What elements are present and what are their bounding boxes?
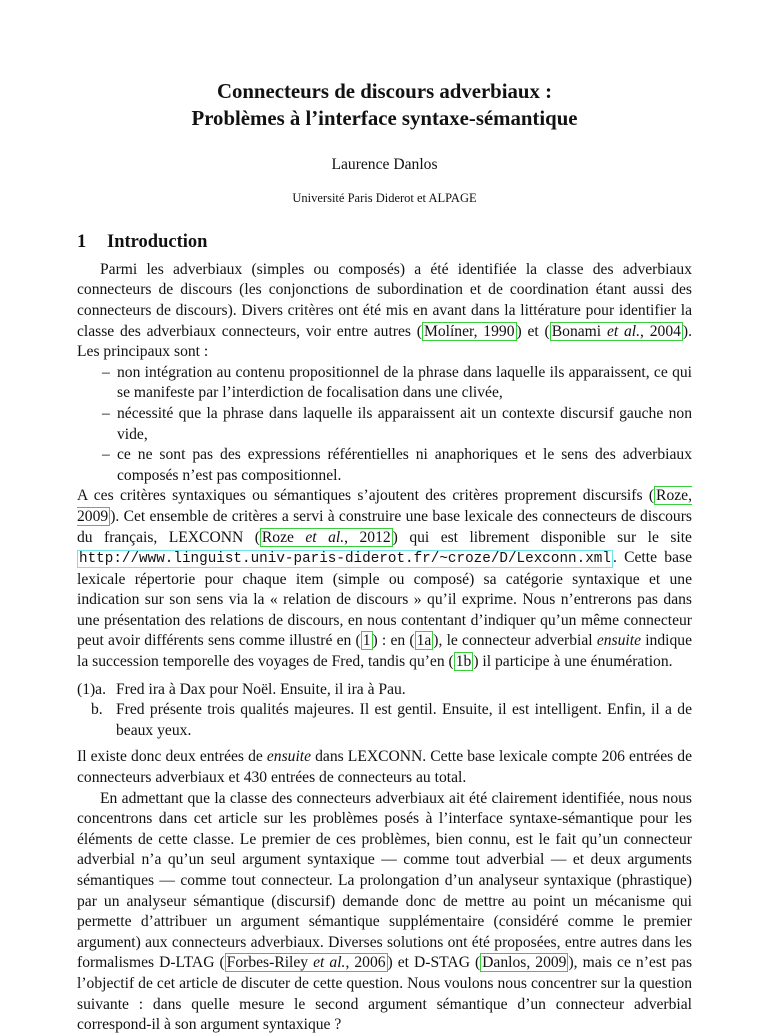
example-text: Fred ira à Dax pour Noël. Ensuite, il ira à Pau.: [116, 680, 406, 698]
citation-moliner[interactable]: Molíner, 1990: [423, 322, 515, 340]
example-label: b.: [91, 701, 103, 719]
list-item: – non intégration au contenu propositionnel de la phrase dans laquelle ils apparaissent, ce qui se manifeste par l’interdiction de focalisation dans une clivée,: [102, 363, 692, 404]
criteria-list: [77, 363, 692, 487]
paper-title: [77, 78, 692, 132]
example-label: (1)a.: [77, 680, 107, 698]
citation-roze-2012[interactable]: Roze et al., 2012: [261, 528, 391, 546]
example-ref-1[interactable]: 1: [362, 632, 371, 650]
citation-danlos[interactable]: Danlos, 2009: [482, 954, 567, 972]
example-ref-1b[interactable]: 1b: [455, 653, 472, 671]
example-1a: [77, 680, 692, 701]
title-line-2: Problèmes à l’interface syntaxe-sémantique: [191, 107, 578, 130]
title-line-1: Connecteurs de discours adverbiaux :: [216, 80, 553, 103]
citation-bonami[interactable]: Bonami et al., 2004: [551, 322, 681, 340]
term-ensuite: ensuite: [266, 748, 312, 766]
list-item: – nécessité que la phrase dans laquelle ils apparaissent ait un contexte discursif gauche non vide,: [102, 404, 692, 445]
author-affiliation: Université Paris Diderot et ALPAGE: [292, 190, 477, 205]
paragraph-entries: Il existe donc deux entrées de ensuite dans LEXCONN. Cette base lexicale compte 206 entrées de connecteurs adverbiaux et 430 entrées de connecteurs au total.: [77, 748, 692, 787]
citation-roze-2009[interactable]: Roze, 2009: [77, 487, 692, 525]
list-item: – ce ne sont pas des expressions référentielles ni anaphoriques et le sens des adverbiaux composés n’est pas compositionnel.: [102, 445, 692, 486]
section-heading: [77, 232, 692, 253]
paragraph-intro: Parmi les adverbiaux (simples ou composés) a été identifiée la classe des adverbiaux connecteurs de discours (les conjonctions de subordination et de coordination étant aussi des connecteurs de discours). Divers critères ont été mis en avant dans la littérature pour identifier la classe des adverbiaux connecteurs, voir entre autres ( Molíner, 1990 ) et ( Bonami et al., 2004 ). Les principaux sont :: [77, 260, 693, 361]
section-title: Introduction: [107, 232, 208, 253]
paragraph-problem: En admettant que la classe des connecteurs adverbiaux ait été clairement identifiée, nous nous concentrons dans cet article sur les problèmes posés à l’interface syntaxe-sémantique pour les éléments de cette classe. Le premier de ces problèmes, bien connu, est le fait qu’un connecteur adverbial n’a qu’un seul argument syntaxique — comme tout adverbial — et deux arguments sémantiques — comme tout connecteur. La prolongation d’un analyseur syntaxique (phrastique) par un analyseur sémantique (discursif) demande donc de mettre au point un mécanisme qui permette d’attribuer un argument sémantique supplémentaire (considéré comme le premier argument) aux connecteurs adverbiaux. Diverses solutions ont été proposées, entre autres dans les formalismes D-LTAG ( Forbes-Riley et al., 2006 ) et D-STAG ( Danlos, 2009 ), mais ce n’est pas l’objectif de cet article de discuter de cette question. Nous voulons nous concentrer sur la question suivante : dans quelle mesure le second argument sémantique d’un connecteur adverbial correspond-il à son argument syntaxique ?: [77, 789, 693, 1034]
lexconn-url-link[interactable]: http://www.linguist.univ-paris-diderot.fr/~croze/D/Lexconn.xml: [79, 551, 611, 568]
example-block: [77, 680, 692, 742]
paragraph-lexconn: A ces critères syntaxiques ou sémantiques s’ajoutent des critères proprement discursifs ( Roze, 2009 ). Cet ensemble de critères a servi à construire une base lexicale des connecteurs de discours du français, LEXCONN ( Roze et al., 2012 ) qui est librement disponible sur le site http://www.linguist.univ-paris-diderot.fr/~croze/D/Lexconn.xml . Cette base lexicale répertorie pour chaque item (simple ou composé) sa catégorie syntaxique et une indication sur son sens via la « relation de discours » qu’il exprime. Nous n’entrerons pas dans une présentation des relations de discours, en nous contentant d’indiquer qu’un même connecteur peut avoir différents sens comme illustré en ( 1 ) : en ( 1a ), le connecteur adverbial ensuite indique la succession temporelle des voyages de Fred, tandis qu’en ( 1b ) il participe à une énumération.: [77, 487, 692, 671]
example-1b: [77, 700, 692, 741]
example-text: Fred présente trois qualités majeures. Il est gentil. Ensuite, il est intelligent. Enfin, il a de beaux yeux.: [116, 701, 692, 739]
example-ref-1a[interactable]: 1a: [416, 632, 432, 650]
section-number: 1: [77, 232, 87, 253]
term-ensuite: ensuite: [596, 632, 642, 650]
author-name: Laurence Danlos: [331, 156, 438, 173]
citation-forbes-riley[interactable]: Forbes-Riley et al., 2006: [226, 954, 386, 972]
